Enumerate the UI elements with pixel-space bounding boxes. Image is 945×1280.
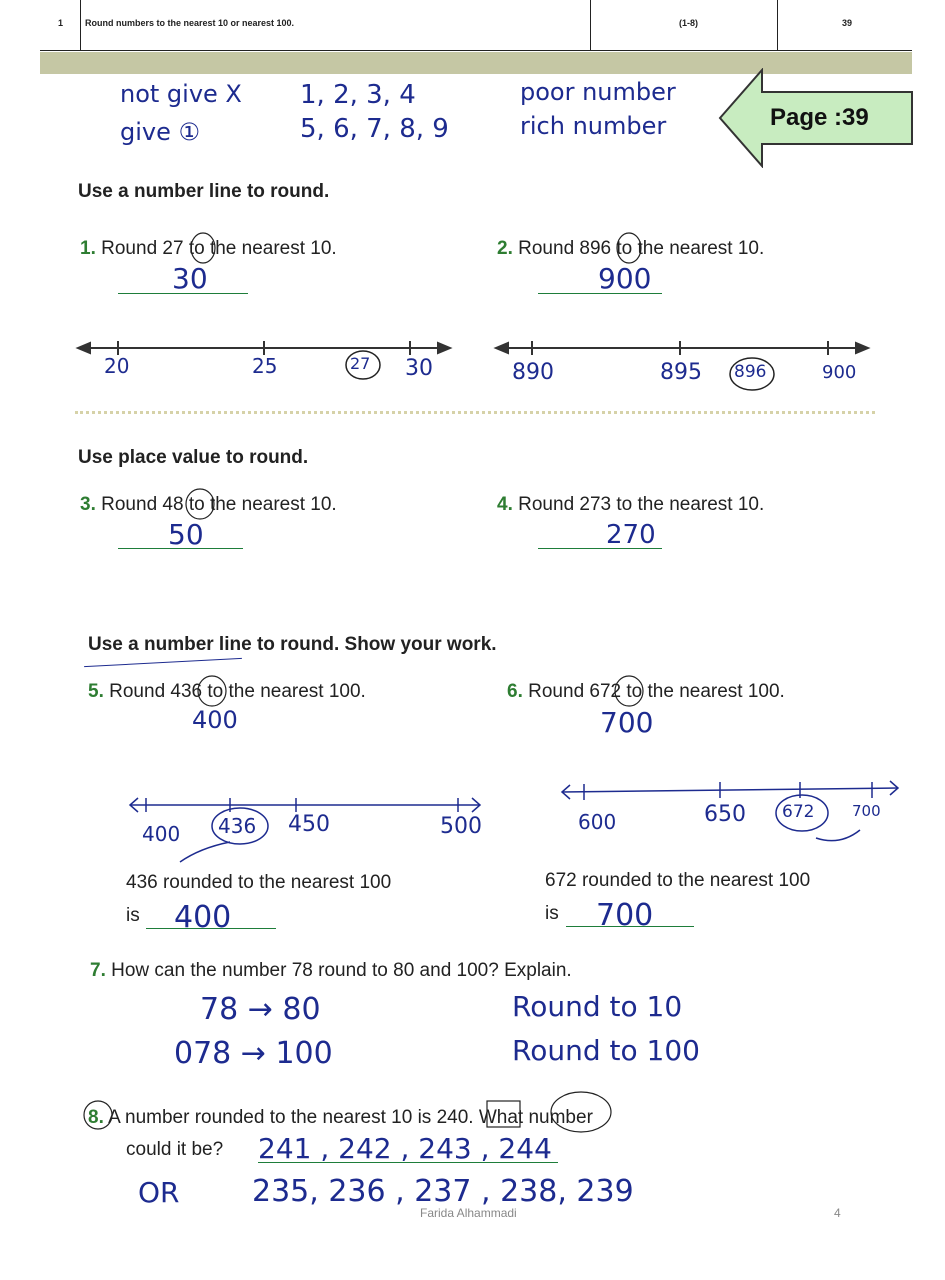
statement-5: 436 rounded to the nearest 100 xyxy=(126,872,392,893)
answer-8-line1: 241 , 242 , 243 , 244 xyxy=(258,1132,552,1165)
problem-4-number: 4. xyxy=(497,494,513,515)
nl5-label-400: 400 xyxy=(142,822,181,846)
statement-5-is: is xyxy=(126,905,140,926)
statement-6-fill: 700 xyxy=(596,898,654,933)
problem-2-text: Round 896 to the nearest 10. xyxy=(518,238,765,259)
answer-8-or: OR xyxy=(138,1176,180,1209)
problem-1 xyxy=(80,238,337,260)
note-line1-right: poor number xyxy=(520,78,676,106)
problem-8-text: A number rounded to the nearest 10 is 240. What number xyxy=(108,1107,593,1128)
page-cell xyxy=(777,0,913,50)
statement-5-fill: 400 xyxy=(174,900,232,935)
footer-page-number: 4 xyxy=(834,1206,841,1220)
q7-work-line1: 78 → 80 xyxy=(200,992,321,1027)
lesson-title-cell xyxy=(80,0,591,50)
note-line2-left: give ① xyxy=(120,118,201,146)
nl2-label-895: 895 xyxy=(660,360,702,385)
nl6-label-700: 700 xyxy=(852,802,881,820)
range-cell xyxy=(590,0,778,50)
problem-1-text: Round 27 to the nearest 10. xyxy=(101,238,337,259)
problem-8 xyxy=(88,1107,593,1129)
problem-7 xyxy=(90,960,572,982)
nl2-label-896: 896 xyxy=(734,362,767,382)
nl5-label-450: 450 xyxy=(288,812,330,837)
nl1-label-30: 30 xyxy=(405,356,433,381)
answer-1: 30 xyxy=(172,262,208,295)
section3-underline xyxy=(84,658,242,667)
nl1-label-25: 25 xyxy=(252,354,278,378)
answer-5: 400 xyxy=(192,706,238,734)
problem-3-text: Round 48 to the nearest 10. xyxy=(101,494,337,515)
problem-7-text: How can the number 78 round to 80 and 100? Explain. xyxy=(111,960,572,981)
page-callout-label: Page :39 xyxy=(770,104,869,131)
page-number-cell: 39 xyxy=(842,18,853,28)
nl5-label-500: 500 xyxy=(440,814,482,839)
nl6-label-600: 600 xyxy=(578,810,617,834)
statement-6-is: is xyxy=(545,903,559,924)
nl6-label-650: 650 xyxy=(704,802,746,827)
problem-6 xyxy=(507,681,785,703)
problem-6-text: Round 672 to the nearest 100. xyxy=(528,681,785,702)
problem-2 xyxy=(497,238,764,260)
problem-1-number: 1. xyxy=(80,238,96,259)
problem-5 xyxy=(88,681,366,703)
problem-3-number: 3. xyxy=(80,494,96,515)
section3-title: Use a number line to round. Show your work. xyxy=(88,634,497,655)
section2-title: Use place value to round. xyxy=(78,447,309,468)
problem-6-number: 6. xyxy=(507,681,523,702)
section1-title: Use a number line to round. xyxy=(78,181,330,202)
range: (1-8) xyxy=(679,18,699,28)
note-line1-left: not give X xyxy=(120,80,242,108)
row-number: 1 xyxy=(58,18,64,28)
problem-5-text: Round 436 to the nearest 100. xyxy=(109,681,366,702)
problem-2-number: 2. xyxy=(497,238,513,259)
q7-note-line1: Round to 10 xyxy=(512,990,683,1023)
problem-8-text2: could it be? xyxy=(126,1139,224,1160)
footer-author: Farida Alhammadi xyxy=(420,1206,517,1220)
answer-6: 700 xyxy=(600,706,654,739)
nl1-label-20: 20 xyxy=(104,354,130,378)
nl5-label-436: 436 xyxy=(218,814,257,838)
q7-work-line2: 078 → 100 xyxy=(174,1036,333,1071)
note-line2-nums: 5, 6, 7, 8, 9 xyxy=(300,114,449,144)
problem-4-text: Round 273 to the nearest 10. xyxy=(518,494,765,515)
problem-5-number: 5. xyxy=(88,681,104,702)
nl1-label-27: 27 xyxy=(350,354,371,373)
lesson-header-row xyxy=(40,0,912,51)
problem-3 xyxy=(80,494,337,516)
statement-6: 672 rounded to the nearest 100 xyxy=(545,870,811,891)
problem-4 xyxy=(497,494,764,516)
problem-8-number: 8. xyxy=(88,1107,104,1128)
answer-2: 900 xyxy=(598,262,652,295)
nl2-label-890: 890 xyxy=(512,360,554,385)
section-divider xyxy=(75,411,875,414)
problem-7-number: 7. xyxy=(90,960,106,981)
answer-4: 270 xyxy=(606,520,656,550)
answer-8-line2: 235, 236 , 237 , 238, 239 xyxy=(252,1174,634,1209)
note-line1-nums: 1, 2, 3, 4 xyxy=(300,80,416,110)
nl6-label-672: 672 xyxy=(782,802,815,822)
q7-note-line2: Round to 100 xyxy=(512,1034,700,1067)
note-line2-right: rich number xyxy=(520,112,667,140)
lesson-title: Round numbers to the nearest 10 or nearest 100. xyxy=(85,18,295,28)
answer-3: 50 xyxy=(168,518,204,551)
number-line-1 xyxy=(78,341,450,355)
nl2-label-900: 900 xyxy=(822,362,857,383)
number-line-2 xyxy=(496,341,868,355)
